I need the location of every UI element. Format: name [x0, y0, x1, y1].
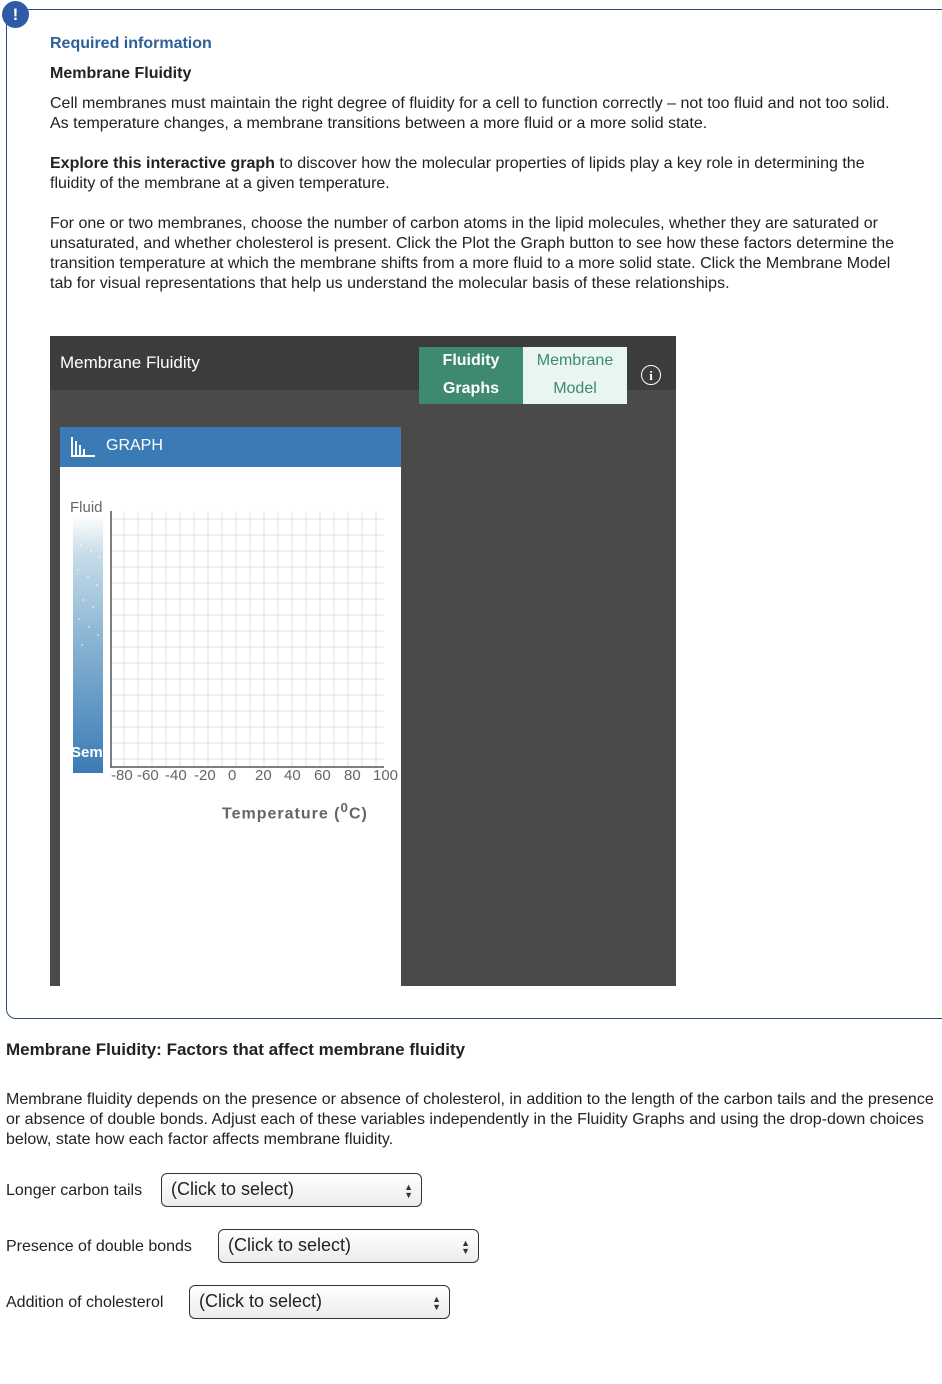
fluidity-gradient-bar: [73, 515, 103, 773]
graph-panel: [60, 427, 401, 986]
explore-rest-text: to discover how the molecular properties of lipids play a key role in determining the fluidity of the membrane at a given temperature.: [50, 155, 865, 192]
x-tick: 0: [228, 767, 237, 784]
factors-description: Membrane fluidity depends on the presence or absence of cholesterol, in addition to the length of the carbon tails and the presence or absence of double bonds. Adjust each of these variables independently in the Fluidity Graphs and using the drop-down choices below, state how each factor affects membrane fluidity.: [6, 1091, 934, 1148]
x-tick: 60: [314, 767, 331, 784]
select-value: (Click to select): [228, 1235, 352, 1255]
tab-membrane-model[interactable]: [523, 347, 627, 404]
x-tick: 80: [344, 767, 361, 784]
question-label: Longer carbon tails: [6, 1182, 143, 1199]
alert-icon: !: [2, 1, 29, 28]
select-arrows-icon: ▲ ▼: [461, 1238, 470, 1256]
explore-bold-text: Explore this interactive graph: [50, 155, 275, 172]
tab-fluidity-graphs[interactable]: [419, 347, 523, 404]
factors-title: Membrane Fluidity: Factors that affect membrane fluidity: [6, 1040, 466, 1059]
x-axis-unit: C): [348, 805, 368, 823]
question-label: Presence of double bonds: [6, 1238, 192, 1255]
x-tick: 40: [284, 767, 301, 784]
x-axis-label-text: Temperature (: [222, 805, 341, 823]
question-label: Addition of cholesterol: [6, 1294, 164, 1311]
x-tick: -40: [165, 767, 187, 784]
x-axis-degree: 0: [340, 800, 349, 815]
x-tick: -20: [194, 767, 216, 784]
y-axis-top-label: Fluid: [70, 499, 103, 516]
graph-header-label: GRAPH: [106, 437, 163, 454]
double-bonds-select[interactable]: [218, 1229, 479, 1263]
tab-fluidity-line2: Graphs: [442, 380, 499, 397]
x-tick: 20: [255, 767, 272, 784]
explore-paragraph: [50, 154, 910, 194]
select-value: (Click to select): [171, 1179, 295, 1199]
intro-paragraph: Cell membranes must maintain the right degree of fluidity for a cell to function correctly – not too fluid and not too solid. As temperature changes, a membrane transitions between a more fluid or a more solid state.: [50, 95, 890, 132]
required-info-heading: Required information: [50, 35, 212, 52]
instructions-paragraph: For one or two membranes, choose the number of carbon atoms in the lipid molecules, whether they are saturated or unsaturated, and whether cholesterol is present. Click the Plot the Graph button to see how these factors determine the transition temperature at which the membrane shifts from a more fluid to a more solid state. Click the Membrane Model tab for visual representations that help us understand the molecular basis of these relationships.: [50, 215, 895, 292]
cholesterol-select[interactable]: [189, 1285, 450, 1319]
select-arrows-icon: ▲ ▼: [404, 1182, 413, 1200]
bar-chart-icon: [70, 436, 96, 458]
x-tick: -80: [111, 767, 133, 784]
graph-grid: [110, 511, 388, 769]
tab-fluidity-line1: Fluidity: [442, 352, 500, 369]
x-tick: 100: [373, 767, 399, 784]
tab-membrane-line1: Membrane: [536, 352, 614, 369]
section-title: Membrane Fluidity: [50, 65, 192, 82]
select-value: (Click to select): [199, 1291, 323, 1311]
graph-header: [60, 427, 401, 467]
x-axis-label: [222, 800, 368, 823]
y-axis-bottom-label: Semi: [71, 744, 107, 761]
x-tick: -60: [137, 767, 159, 784]
gradient-speckle: [73, 515, 103, 773]
info-icon[interactable]: i: [641, 365, 661, 385]
select-arrows-icon: ▲ ▼: [432, 1294, 441, 1312]
widget-title: Membrane Fluidity: [60, 353, 200, 372]
tab-membrane-line2: Model: [553, 380, 597, 397]
carbon-tails-select[interactable]: [161, 1173, 422, 1207]
membrane-fluidity-widget: [50, 336, 676, 986]
